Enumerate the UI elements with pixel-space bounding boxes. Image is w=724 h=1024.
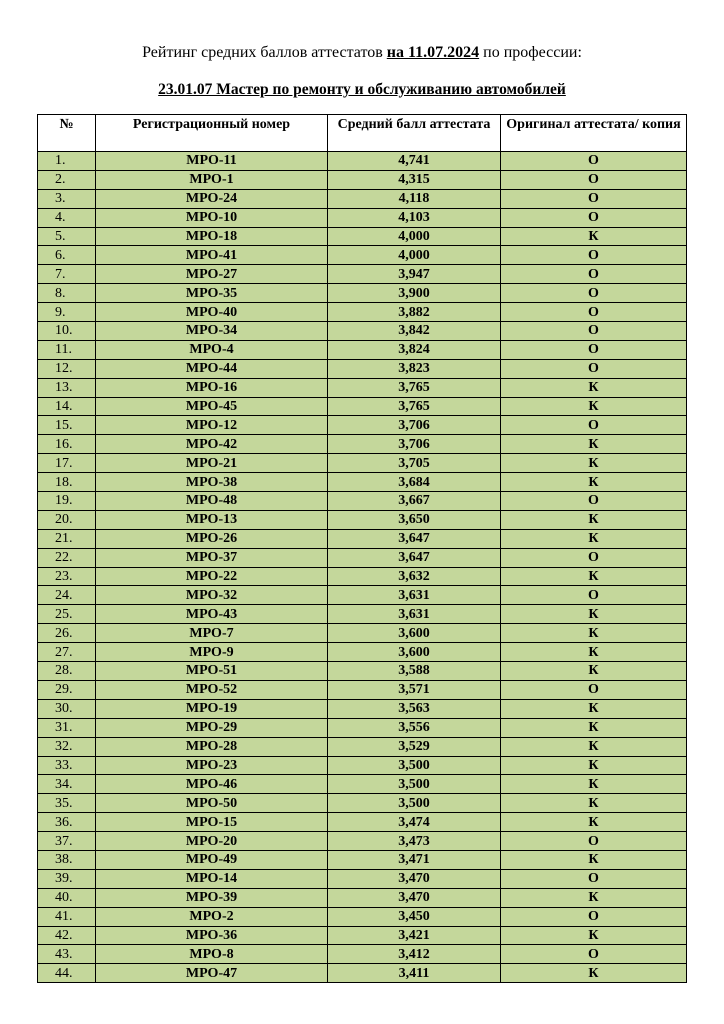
- original-or-copy: К: [501, 227, 687, 246]
- original-or-copy: К: [501, 510, 687, 529]
- table-row: [38, 322, 687, 341]
- registration-number: МРО-16: [96, 378, 328, 397]
- registration-number: МРО-52: [96, 680, 328, 699]
- registration-number: МРО-8: [96, 945, 328, 964]
- original-or-copy: К: [501, 529, 687, 548]
- row-number: 42.: [38, 926, 96, 945]
- row-number: 17.: [38, 454, 96, 473]
- table-row: [38, 567, 687, 586]
- heading-prefix: Рейтинг средних баллов аттестатов: [142, 44, 387, 61]
- average-score: 3,474: [328, 813, 501, 832]
- document-heading: [0, 43, 724, 63]
- row-number: 37.: [38, 832, 96, 851]
- row-number: 30.: [38, 699, 96, 718]
- table-row: [38, 794, 687, 813]
- table-row: [38, 643, 687, 662]
- row-number: 7.: [38, 265, 96, 284]
- row-number: 32.: [38, 737, 96, 756]
- registration-number: МРО-34: [96, 322, 328, 341]
- profession-title: 23.01.07 Мастер по ремонту и обслуживанию автомобилей: [158, 81, 566, 98]
- average-score: 3,650: [328, 510, 501, 529]
- average-score: 3,470: [328, 888, 501, 907]
- row-number: 34.: [38, 775, 96, 794]
- average-score: 3,411: [328, 964, 501, 983]
- registration-number: МРО-37: [96, 548, 328, 567]
- table-row: [38, 756, 687, 775]
- original-or-copy: К: [501, 813, 687, 832]
- registration-number: МРО-28: [96, 737, 328, 756]
- average-score: 3,667: [328, 492, 501, 511]
- row-number: 31.: [38, 718, 96, 737]
- average-score: 3,529: [328, 737, 501, 756]
- row-number: 13.: [38, 378, 96, 397]
- average-score: 3,588: [328, 662, 501, 681]
- row-number: 41.: [38, 907, 96, 926]
- registration-number: МРО-1: [96, 170, 328, 189]
- table-row: [38, 416, 687, 435]
- original-or-copy: О: [501, 170, 687, 189]
- average-score: 3,765: [328, 397, 501, 416]
- average-score: 4,118: [328, 189, 501, 208]
- row-number: 40.: [38, 888, 96, 907]
- table-header-row: [38, 115, 687, 152]
- row-number: 33.: [38, 756, 96, 775]
- table-row: [38, 964, 687, 983]
- average-score: 3,684: [328, 473, 501, 492]
- original-or-copy: К: [501, 605, 687, 624]
- original-or-copy: О: [501, 322, 687, 341]
- average-score: 3,947: [328, 265, 501, 284]
- table-row: [38, 548, 687, 567]
- average-score: 3,824: [328, 340, 501, 359]
- average-score: 3,470: [328, 869, 501, 888]
- header-number: №: [38, 115, 96, 152]
- registration-number: МРО-36: [96, 926, 328, 945]
- original-or-copy: К: [501, 850, 687, 869]
- original-or-copy: К: [501, 775, 687, 794]
- table-row: [38, 832, 687, 851]
- average-score: 3,473: [328, 832, 501, 851]
- original-or-copy: К: [501, 435, 687, 454]
- row-number: 29.: [38, 680, 96, 699]
- table-row: [38, 284, 687, 303]
- original-or-copy: К: [501, 737, 687, 756]
- registration-number: МРО-21: [96, 454, 328, 473]
- average-score: 3,632: [328, 567, 501, 586]
- table-row: [38, 265, 687, 284]
- registration-number: МРО-47: [96, 964, 328, 983]
- row-number: 44.: [38, 964, 96, 983]
- row-number: 2.: [38, 170, 96, 189]
- registration-number: МРО-27: [96, 265, 328, 284]
- row-number: 18.: [38, 473, 96, 492]
- average-score: 3,500: [328, 775, 501, 794]
- table-row: [38, 869, 687, 888]
- row-number: 39.: [38, 869, 96, 888]
- registration-number: МРО-2: [96, 907, 328, 926]
- registration-number: МРО-44: [96, 359, 328, 378]
- row-number: 11.: [38, 340, 96, 359]
- original-or-copy: К: [501, 567, 687, 586]
- average-score: 3,631: [328, 586, 501, 605]
- table-row: [38, 492, 687, 511]
- original-or-copy: К: [501, 473, 687, 492]
- registration-number: МРО-26: [96, 529, 328, 548]
- row-number: 22.: [38, 548, 96, 567]
- row-number: 19.: [38, 492, 96, 511]
- row-number: 9.: [38, 303, 96, 322]
- table-row: [38, 907, 687, 926]
- average-score: 3,450: [328, 907, 501, 926]
- registration-number: МРО-15: [96, 813, 328, 832]
- table-row: [38, 189, 687, 208]
- table-row: [38, 850, 687, 869]
- original-or-copy: К: [501, 888, 687, 907]
- table-row: [38, 586, 687, 605]
- average-score: 3,471: [328, 850, 501, 869]
- table-row: [38, 699, 687, 718]
- table-row: [38, 662, 687, 681]
- registration-number: МРО-12: [96, 416, 328, 435]
- row-number: 25.: [38, 605, 96, 624]
- original-or-copy: К: [501, 794, 687, 813]
- row-number: 4.: [38, 208, 96, 227]
- original-or-copy: О: [501, 548, 687, 567]
- registration-number: МРО-19: [96, 699, 328, 718]
- table-row: [38, 378, 687, 397]
- header-average-score: Средний балл аттестата: [328, 115, 501, 152]
- table-row: [38, 170, 687, 189]
- average-score: 3,563: [328, 699, 501, 718]
- average-score: 3,705: [328, 454, 501, 473]
- registration-number: МРО-14: [96, 869, 328, 888]
- table-row: [38, 926, 687, 945]
- registration-number: МРО-48: [96, 492, 328, 511]
- row-number: 15.: [38, 416, 96, 435]
- original-or-copy: О: [501, 586, 687, 605]
- average-score: 3,765: [328, 378, 501, 397]
- registration-number: МРО-51: [96, 662, 328, 681]
- row-number: 38.: [38, 850, 96, 869]
- original-or-copy: О: [501, 869, 687, 888]
- original-or-copy: К: [501, 699, 687, 718]
- average-score: 3,647: [328, 529, 501, 548]
- average-score: 4,000: [328, 227, 501, 246]
- row-number: 16.: [38, 435, 96, 454]
- table-row: [38, 227, 687, 246]
- average-score: 3,500: [328, 756, 501, 775]
- average-score: 3,647: [328, 548, 501, 567]
- average-score: 4,103: [328, 208, 501, 227]
- original-or-copy: О: [501, 152, 687, 171]
- header-original-copy: Оригинал аттестата/ копия: [501, 115, 687, 152]
- average-score: 3,706: [328, 416, 501, 435]
- original-or-copy: К: [501, 454, 687, 473]
- row-number: 28.: [38, 662, 96, 681]
- original-or-copy: К: [501, 926, 687, 945]
- table-row: [38, 529, 687, 548]
- average-score: 3,842: [328, 322, 501, 341]
- row-number: 23.: [38, 567, 96, 586]
- average-score: 3,631: [328, 605, 501, 624]
- average-score: 3,571: [328, 680, 501, 699]
- registration-number: МРО-42: [96, 435, 328, 454]
- table-row: [38, 246, 687, 265]
- registration-number: МРО-24: [96, 189, 328, 208]
- table-row: [38, 435, 687, 454]
- registration-number: МРО-39: [96, 888, 328, 907]
- original-or-copy: О: [501, 416, 687, 435]
- registration-number: МРО-23: [96, 756, 328, 775]
- table-row: [38, 888, 687, 907]
- rating-table: [37, 114, 687, 983]
- table-row: [38, 152, 687, 171]
- registration-number: МРО-29: [96, 718, 328, 737]
- table-row: [38, 718, 687, 737]
- registration-number: МРО-18: [96, 227, 328, 246]
- average-score: 3,900: [328, 284, 501, 303]
- original-or-copy: О: [501, 284, 687, 303]
- row-number: 35.: [38, 794, 96, 813]
- heading-date: на 11.07.2024: [386, 44, 480, 61]
- registration-number: МРО-50: [96, 794, 328, 813]
- average-score: 3,823: [328, 359, 501, 378]
- registration-number: МРО-38: [96, 473, 328, 492]
- row-number: 10.: [38, 322, 96, 341]
- registration-number: МРО-13: [96, 510, 328, 529]
- original-or-copy: К: [501, 378, 687, 397]
- original-or-copy: К: [501, 397, 687, 416]
- registration-number: МРО-10: [96, 208, 328, 227]
- original-or-copy: О: [501, 303, 687, 322]
- table-row: [38, 303, 687, 322]
- registration-number: МРО-35: [96, 284, 328, 303]
- row-number: 14.: [38, 397, 96, 416]
- original-or-copy: О: [501, 340, 687, 359]
- row-number: 20.: [38, 510, 96, 529]
- row-number: 6.: [38, 246, 96, 265]
- heading-suffix: по профессии:: [479, 44, 582, 61]
- row-number: 24.: [38, 586, 96, 605]
- average-score: 3,600: [328, 643, 501, 662]
- registration-number: МРО-46: [96, 775, 328, 794]
- registration-number: МРО-43: [96, 605, 328, 624]
- table-row: [38, 605, 687, 624]
- original-or-copy: О: [501, 189, 687, 208]
- row-number: 36.: [38, 813, 96, 832]
- original-or-copy: К: [501, 756, 687, 775]
- original-or-copy: О: [501, 832, 687, 851]
- original-or-copy: О: [501, 246, 687, 265]
- table-row: [38, 397, 687, 416]
- registration-number: МРО-11: [96, 152, 328, 171]
- original-or-copy: К: [501, 662, 687, 681]
- table-row: [38, 680, 687, 699]
- table-row: [38, 775, 687, 794]
- row-number: 3.: [38, 189, 96, 208]
- table-row: [38, 473, 687, 492]
- table-row: [38, 624, 687, 643]
- original-or-copy: О: [501, 265, 687, 284]
- original-or-copy: О: [501, 208, 687, 227]
- original-or-copy: К: [501, 643, 687, 662]
- original-or-copy: О: [501, 680, 687, 699]
- registration-number: МРО-7: [96, 624, 328, 643]
- average-score: 3,412: [328, 945, 501, 964]
- original-or-copy: К: [501, 964, 687, 983]
- table-body: [38, 152, 687, 983]
- original-or-copy: О: [501, 359, 687, 378]
- original-or-copy: О: [501, 907, 687, 926]
- row-number: 1.: [38, 152, 96, 171]
- table-row: [38, 945, 687, 964]
- original-or-copy: О: [501, 492, 687, 511]
- registration-number: МРО-40: [96, 303, 328, 322]
- registration-number: МРО-32: [96, 586, 328, 605]
- row-number: 21.: [38, 529, 96, 548]
- average-score: 3,600: [328, 624, 501, 643]
- table-row: [38, 510, 687, 529]
- average-score: 3,421: [328, 926, 501, 945]
- average-score: 3,882: [328, 303, 501, 322]
- average-score: 3,556: [328, 718, 501, 737]
- header-registration-number: Регистрационный номер: [96, 115, 328, 152]
- row-number: 12.: [38, 359, 96, 378]
- registration-number: МРО-22: [96, 567, 328, 586]
- row-number: 43.: [38, 945, 96, 964]
- average-score: 4,741: [328, 152, 501, 171]
- table-row: [38, 359, 687, 378]
- average-score: 4,000: [328, 246, 501, 265]
- row-number: 8.: [38, 284, 96, 303]
- table-row: [38, 737, 687, 756]
- table-row: [38, 813, 687, 832]
- average-score: 3,706: [328, 435, 501, 454]
- row-number: 5.: [38, 227, 96, 246]
- average-score: 3,500: [328, 794, 501, 813]
- registration-number: МРО-4: [96, 340, 328, 359]
- registration-number: МРО-9: [96, 643, 328, 662]
- registration-number: МРО-45: [96, 397, 328, 416]
- original-or-copy: О: [501, 945, 687, 964]
- table-row: [38, 454, 687, 473]
- table-row: [38, 340, 687, 359]
- original-or-copy: К: [501, 624, 687, 643]
- registration-number: МРО-49: [96, 850, 328, 869]
- row-number: 27.: [38, 643, 96, 662]
- original-or-copy: К: [501, 718, 687, 737]
- registration-number: МРО-20: [96, 832, 328, 851]
- row-number: 26.: [38, 624, 96, 643]
- average-score: 4,315: [328, 170, 501, 189]
- registration-number: МРО-41: [96, 246, 328, 265]
- table-row: [38, 208, 687, 227]
